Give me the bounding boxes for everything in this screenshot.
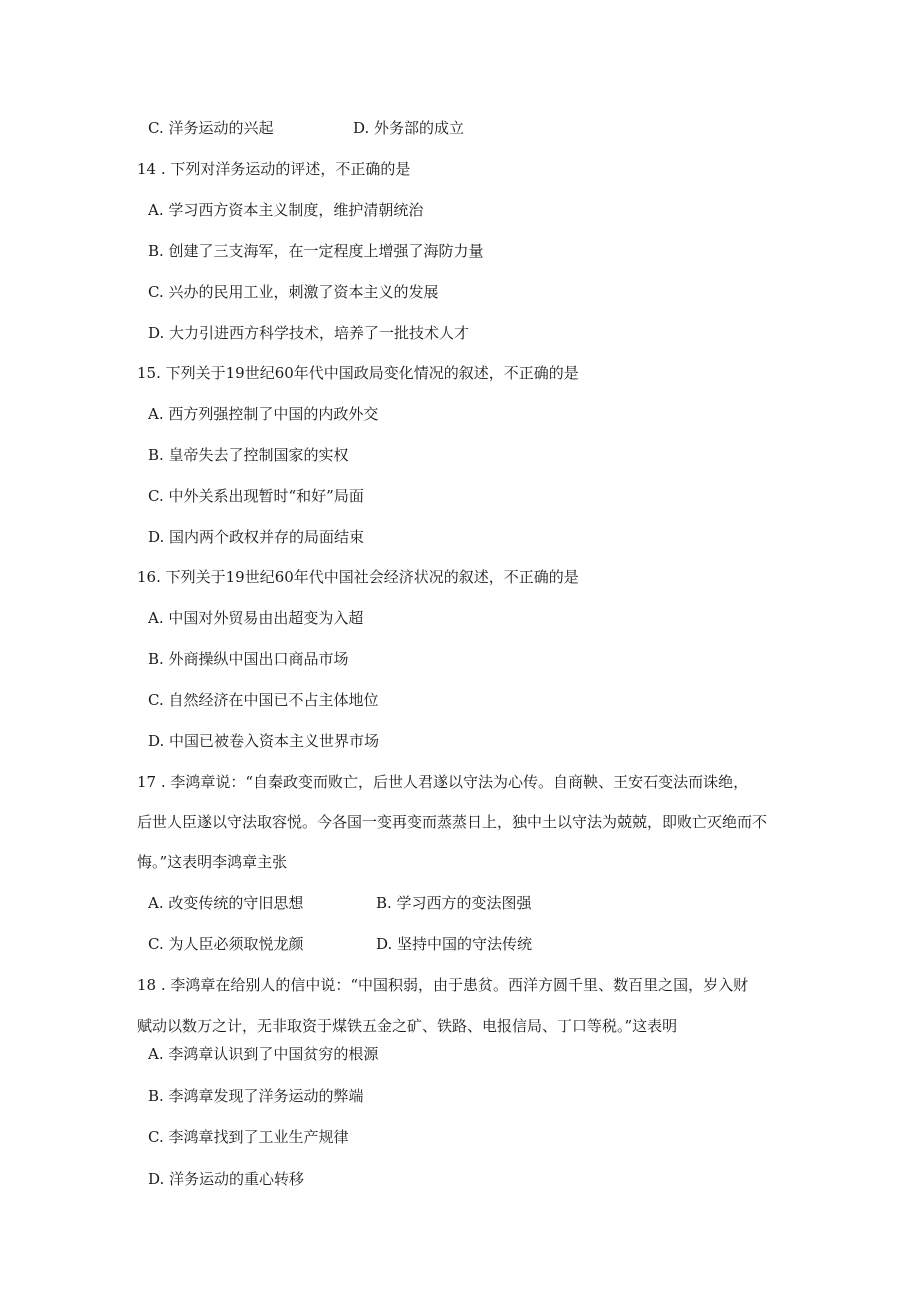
question-17-option-a: A. 改变传统的守旧思想 — [148, 894, 304, 912]
question-15-option-b: B. 皇帝失去了控制国家的实权 — [148, 446, 349, 464]
question-17-option-c: C. 为人臣必须取悦龙颜 — [148, 935, 304, 953]
question-18-option-a: A. 李鸿章认识到了中国贫穷的根源 — [148, 1045, 379, 1063]
question-14-option-a: A. 学习西方资本主义制度，维护清朝统治 — [148, 201, 424, 219]
question-16-option-c: C. 自然经济在中国已不占主体地位 — [148, 691, 379, 709]
question-16-option-a: A. 中国对外贸易由出超变为入超 — [148, 609, 364, 627]
question-15-option-a: A. 西方列强控制了中国的内政外交 — [148, 405, 379, 423]
question-17-stem-line-3: 悔。”这表明李鸿章主张 — [137, 853, 288, 871]
question-18-option-b: B. 李鸿章发现了洋务运动的弊端 — [148, 1087, 364, 1105]
option-13-d: D. 外务部的成立 — [353, 119, 465, 137]
question-15-option-c: C. 中外关系出现暂时“和好”局面 — [148, 487, 364, 505]
question-14-option-d: D. 大力引进西方科学技术，培养了一批技术人才 — [148, 324, 470, 342]
question-18-option-d: D. 洋务运动的重心转移 — [148, 1170, 305, 1188]
question-17-option-b: B. 学习西方的变法图强 — [376, 894, 532, 912]
question-17-stem-line-1: 17 . 李鸿章说：“自秦政变而败亡，后世人君遂以守法为心传。自商鞅、王安石变法而诛绝， — [137, 773, 749, 791]
question-18-stem-line-2: 赋动以数万之计，无非取资于煤铁五金之矿、铁路、电报信局、丁口等税。”这表明 — [137, 1017, 678, 1035]
question-14-option-b: B. 创建了三支海军，在一定程度上增强了海防力量 — [148, 242, 484, 260]
question-15-stem: 15. 下列关于19世纪60年代中国政局变化情况的叙述，不正确的是 — [137, 364, 579, 382]
question-17-stem-line-2: 后世人臣遂以守法取容悦。今各国一变再变而蒸蒸日上，独中土以守法为兢兢，即败亡灭绝而不 — [137, 813, 768, 831]
question-16-option-d: D. 中国已被卷入资本主义世界市场 — [148, 732, 380, 750]
question-17-option-d: D. 坚持中国的守法传统 — [376, 935, 533, 953]
question-16-option-b: B. 外商操纵中国出口商品市场 — [148, 650, 349, 668]
question-14-stem: 14 . 下列对洋务运动的评述，不正确的是 — [137, 160, 411, 178]
question-16-stem: 16. 下列关于19世纪60年代中国社会经济状况的叙述，不正确的是 — [137, 568, 579, 586]
question-18-stem-line-1: 18 . 李鸿章在给别人的信中说：“中国积弱，由于患贫。西洋方圆千里、数百里之国，岁入财 — [137, 976, 749, 994]
option-13-c: C. 洋务运动的兴起 — [148, 119, 274, 137]
question-15-option-d: D. 国内两个政权并存的局面结束 — [148, 528, 365, 546]
question-14-option-c: C. 兴办的民用工业，刺激了资本主义的发展 — [148, 283, 439, 301]
question-18-option-c: C. 李鸿章找到了工业生产规律 — [148, 1128, 349, 1146]
